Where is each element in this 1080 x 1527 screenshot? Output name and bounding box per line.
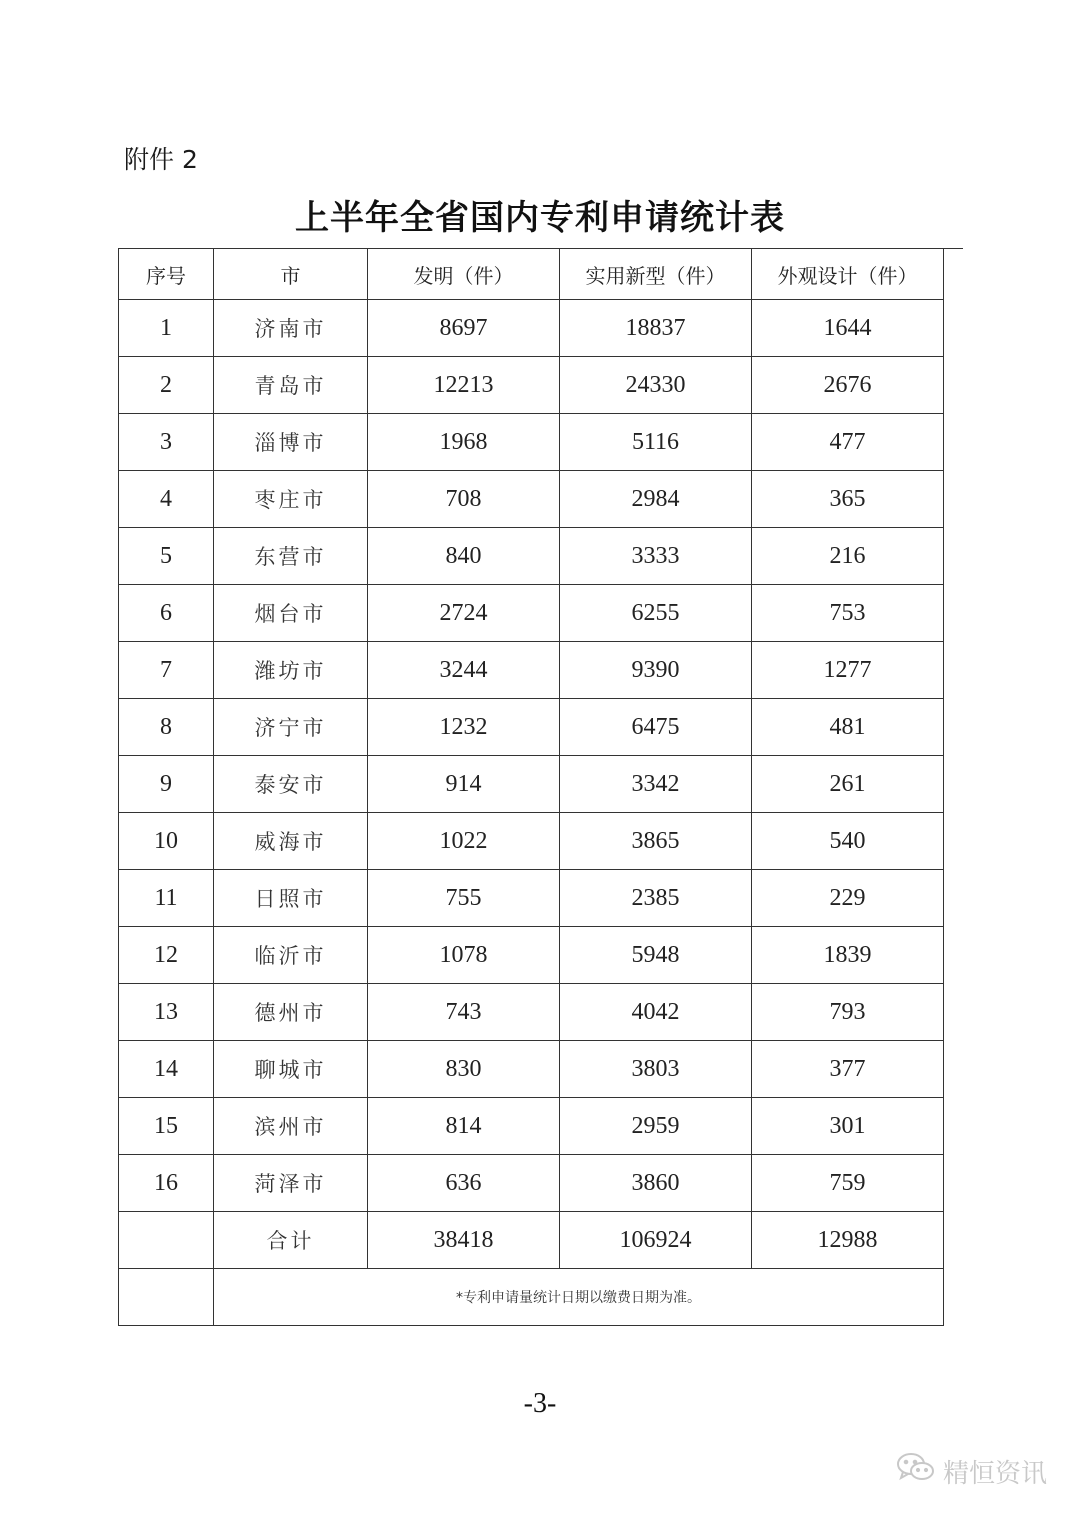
document-title: 上半年全省国内专利申请统计表 <box>295 198 785 238</box>
row-utility: 24330 <box>560 357 752 414</box>
row-utility: 3333 <box>560 528 752 585</box>
row-design: 261 <box>752 756 944 813</box>
row-invention: 3244 <box>368 642 560 699</box>
table-row <box>119 642 944 699</box>
row-index: 14 <box>119 1041 214 1098</box>
row-index: 13 <box>119 984 214 1041</box>
row-design: 540 <box>752 813 944 870</box>
row-city: 济宁市 <box>214 699 368 756</box>
row-index: 9 <box>119 756 214 813</box>
row-utility: 6255 <box>560 585 752 642</box>
row-design: 1839 <box>752 927 944 984</box>
total-invention: 38418 <box>368 1212 560 1269</box>
table-row <box>119 699 944 756</box>
row-index: 15 <box>119 1098 214 1155</box>
column-header-city: 市 <box>214 249 368 300</box>
row-index: 7 <box>119 642 214 699</box>
wechat-icon <box>895 1450 937 1493</box>
row-design: 301 <box>752 1098 944 1155</box>
column-header-invention: 发明（件） <box>368 249 560 300</box>
row-invention: 8697 <box>368 300 560 357</box>
total-index <box>119 1212 214 1269</box>
table-row <box>119 1155 944 1212</box>
row-utility: 3342 <box>560 756 752 813</box>
attachment-label: 附件 2 <box>124 145 198 174</box>
row-design: 1277 <box>752 642 944 699</box>
column-header-design: 外观设计（件） <box>752 249 944 300</box>
row-invention: 12213 <box>368 357 560 414</box>
table-row <box>119 927 944 984</box>
row-invention: 1232 <box>368 699 560 756</box>
page-number: -3- <box>523 1388 557 1419</box>
column-header-utility-model: 实用新型（件） <box>560 249 752 300</box>
row-design: 2676 <box>752 357 944 414</box>
row-city: 聊城市 <box>214 1041 368 1098</box>
table-row <box>119 414 944 471</box>
table-row <box>119 585 944 642</box>
row-utility: 3865 <box>560 813 752 870</box>
table-row <box>119 357 944 414</box>
row-city: 泰安市 <box>214 756 368 813</box>
row-utility: 2984 <box>560 471 752 528</box>
row-city: 威海市 <box>214 813 368 870</box>
table-footnote: *专利申请量统计日期以缴费日期为准。 <box>214 1269 944 1326</box>
row-invention: 830 <box>368 1041 560 1098</box>
patent-statistics-table <box>118 248 944 1326</box>
row-design: 481 <box>752 699 944 756</box>
row-invention: 636 <box>368 1155 560 1212</box>
row-index: 10 <box>119 813 214 870</box>
table-row <box>119 1098 944 1155</box>
row-design: 477 <box>752 414 944 471</box>
row-utility: 2959 <box>560 1098 752 1155</box>
row-city: 淄博市 <box>214 414 368 471</box>
row-index: 3 <box>119 414 214 471</box>
table-row <box>119 984 944 1041</box>
row-invention: 840 <box>368 528 560 585</box>
row-city: 菏泽市 <box>214 1155 368 1212</box>
note-index-cell <box>119 1269 214 1326</box>
row-city: 济南市 <box>214 300 368 357</box>
column-header-index: 序号 <box>119 249 214 300</box>
row-invention: 814 <box>368 1098 560 1155</box>
row-city: 烟台市 <box>214 585 368 642</box>
total-row <box>119 1212 944 1269</box>
row-utility: 6475 <box>560 699 752 756</box>
row-utility: 18837 <box>560 300 752 357</box>
row-design: 793 <box>752 984 944 1041</box>
row-invention: 914 <box>368 756 560 813</box>
table-row <box>119 300 944 357</box>
total-design: 12988 <box>752 1212 944 1269</box>
table-row <box>119 528 944 585</box>
row-city: 滨州市 <box>214 1098 368 1155</box>
row-utility: 2385 <box>560 870 752 927</box>
watermark <box>895 1450 1047 1493</box>
row-index: 16 <box>119 1155 214 1212</box>
table-row <box>119 471 944 528</box>
row-index: 8 <box>119 699 214 756</box>
table-row <box>119 813 944 870</box>
row-invention: 2724 <box>368 585 560 642</box>
row-index: 5 <box>119 528 214 585</box>
row-design: 377 <box>752 1041 944 1098</box>
row-invention: 755 <box>368 870 560 927</box>
row-city: 东营市 <box>214 528 368 585</box>
row-design: 216 <box>752 528 944 585</box>
row-invention: 1022 <box>368 813 560 870</box>
row-city: 青岛市 <box>214 357 368 414</box>
row-city: 德州市 <box>214 984 368 1041</box>
row-utility: 5116 <box>560 414 752 471</box>
total-label: 合计 <box>214 1212 368 1269</box>
row-invention: 708 <box>368 471 560 528</box>
row-design: 753 <box>752 585 944 642</box>
row-invention: 743 <box>368 984 560 1041</box>
row-index: 12 <box>119 927 214 984</box>
table-row <box>119 870 944 927</box>
row-utility: 5948 <box>560 927 752 984</box>
table-row <box>119 756 944 813</box>
row-index: 6 <box>119 585 214 642</box>
row-city: 潍坊市 <box>214 642 368 699</box>
row-utility: 9390 <box>560 642 752 699</box>
row-index: 11 <box>119 870 214 927</box>
row-design: 759 <box>752 1155 944 1212</box>
table-header-row <box>119 249 944 300</box>
row-design: 365 <box>752 471 944 528</box>
row-invention: 1078 <box>368 927 560 984</box>
row-index: 1 <box>119 300 214 357</box>
row-design: 1644 <box>752 300 944 357</box>
row-invention: 1968 <box>368 414 560 471</box>
watermark-text: 精恒资讯 <box>943 1459 1048 1489</box>
table-row <box>119 1041 944 1098</box>
row-city: 枣庄市 <box>214 471 368 528</box>
row-utility: 4042 <box>560 984 752 1041</box>
row-design: 229 <box>752 870 944 927</box>
row-utility: 3860 <box>560 1155 752 1212</box>
total-utility: 106924 <box>560 1212 752 1269</box>
row-index: 4 <box>119 471 214 528</box>
note-row <box>119 1269 944 1326</box>
row-index: 2 <box>119 357 214 414</box>
row-city: 日照市 <box>214 870 368 927</box>
row-city: 临沂市 <box>214 927 368 984</box>
row-utility: 3803 <box>560 1041 752 1098</box>
